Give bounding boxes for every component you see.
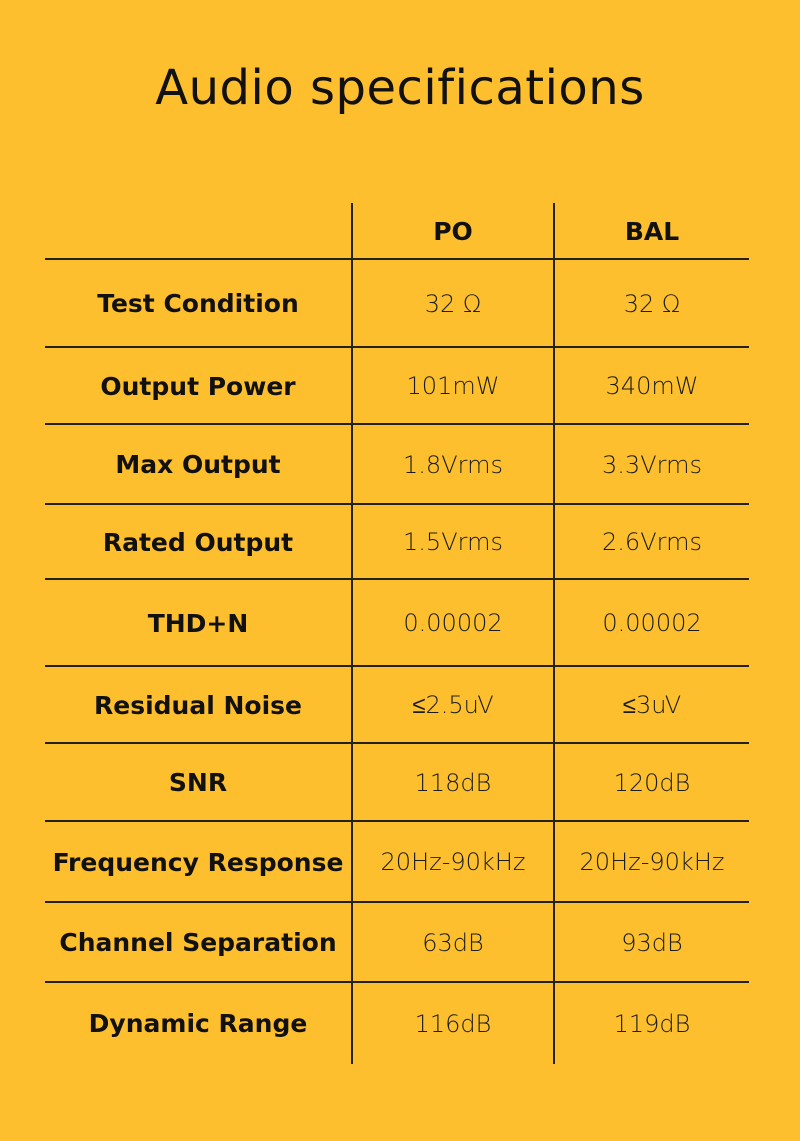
row-divider (45, 346, 749, 348)
po-value: 63dB (422, 928, 484, 957)
po-value: 1.5Vrms (403, 528, 503, 556)
po-value: 116dB (414, 1009, 492, 1038)
table-row (45, 822, 749, 902)
spec-table (45, 203, 749, 1064)
row-label: Dynamic Range (88, 1009, 308, 1038)
row-label: Channel Separation (59, 928, 337, 957)
row-label: Output Power (100, 371, 296, 401)
table-row (45, 425, 749, 504)
row-divider (45, 820, 749, 822)
row-label: Frequency Response (52, 847, 344, 877)
bal-value: 3.3Vrms (602, 450, 702, 479)
table-row (45, 348, 749, 424)
table-row (45, 260, 749, 347)
bal-value: 340mW (605, 372, 699, 400)
bal-value: 20Hz-90kHz (579, 848, 725, 876)
row-divider (45, 981, 749, 983)
po-value: 20Hz-90kHz (380, 848, 526, 876)
table-row (45, 903, 749, 982)
po-value: ≤2.5uV (412, 690, 494, 719)
bal-value: 120dB (613, 768, 691, 797)
po-value: 1.8Vrms (403, 450, 503, 479)
row-label: Test Condition (97, 289, 299, 318)
bal-value: 93dB (621, 928, 683, 957)
po-value: 101mW (406, 372, 500, 400)
row-label: Max Output (115, 450, 281, 479)
row-divider (45, 742, 749, 744)
bal-value: 119dB (613, 1009, 691, 1038)
row-divider (45, 423, 749, 425)
page-title: Audio specifications (155, 60, 645, 116)
po-value: 118dB (414, 768, 492, 797)
row-label: Residual Noise (94, 690, 302, 720)
po-value: 32 Ω (424, 289, 482, 318)
table-row (45, 983, 749, 1064)
header-cell-bal: BAL (624, 216, 680, 246)
row-label: Rated Output (102, 527, 294, 557)
bal-value: ≤3uV (622, 690, 682, 719)
po-value: 0.00002 (403, 609, 503, 637)
table-row (45, 580, 749, 666)
row-divider (45, 901, 749, 903)
row-divider (45, 665, 749, 667)
bal-value: 0.00002 (602, 609, 702, 637)
header-cell-po: PO (433, 216, 473, 246)
header-cell-label (45, 203, 351, 259)
row-divider (45, 503, 749, 505)
bal-value: 32 Ω (623, 289, 681, 318)
row-divider (45, 578, 749, 580)
table-row (45, 505, 749, 579)
table-row (45, 667, 749, 743)
table-header (45, 203, 749, 259)
bal-value: 2.6Vrms (602, 528, 702, 556)
table-row (45, 744, 749, 821)
row-divider (45, 258, 749, 260)
row-label: THD+N (147, 608, 249, 638)
row-label: SNR (168, 768, 228, 797)
